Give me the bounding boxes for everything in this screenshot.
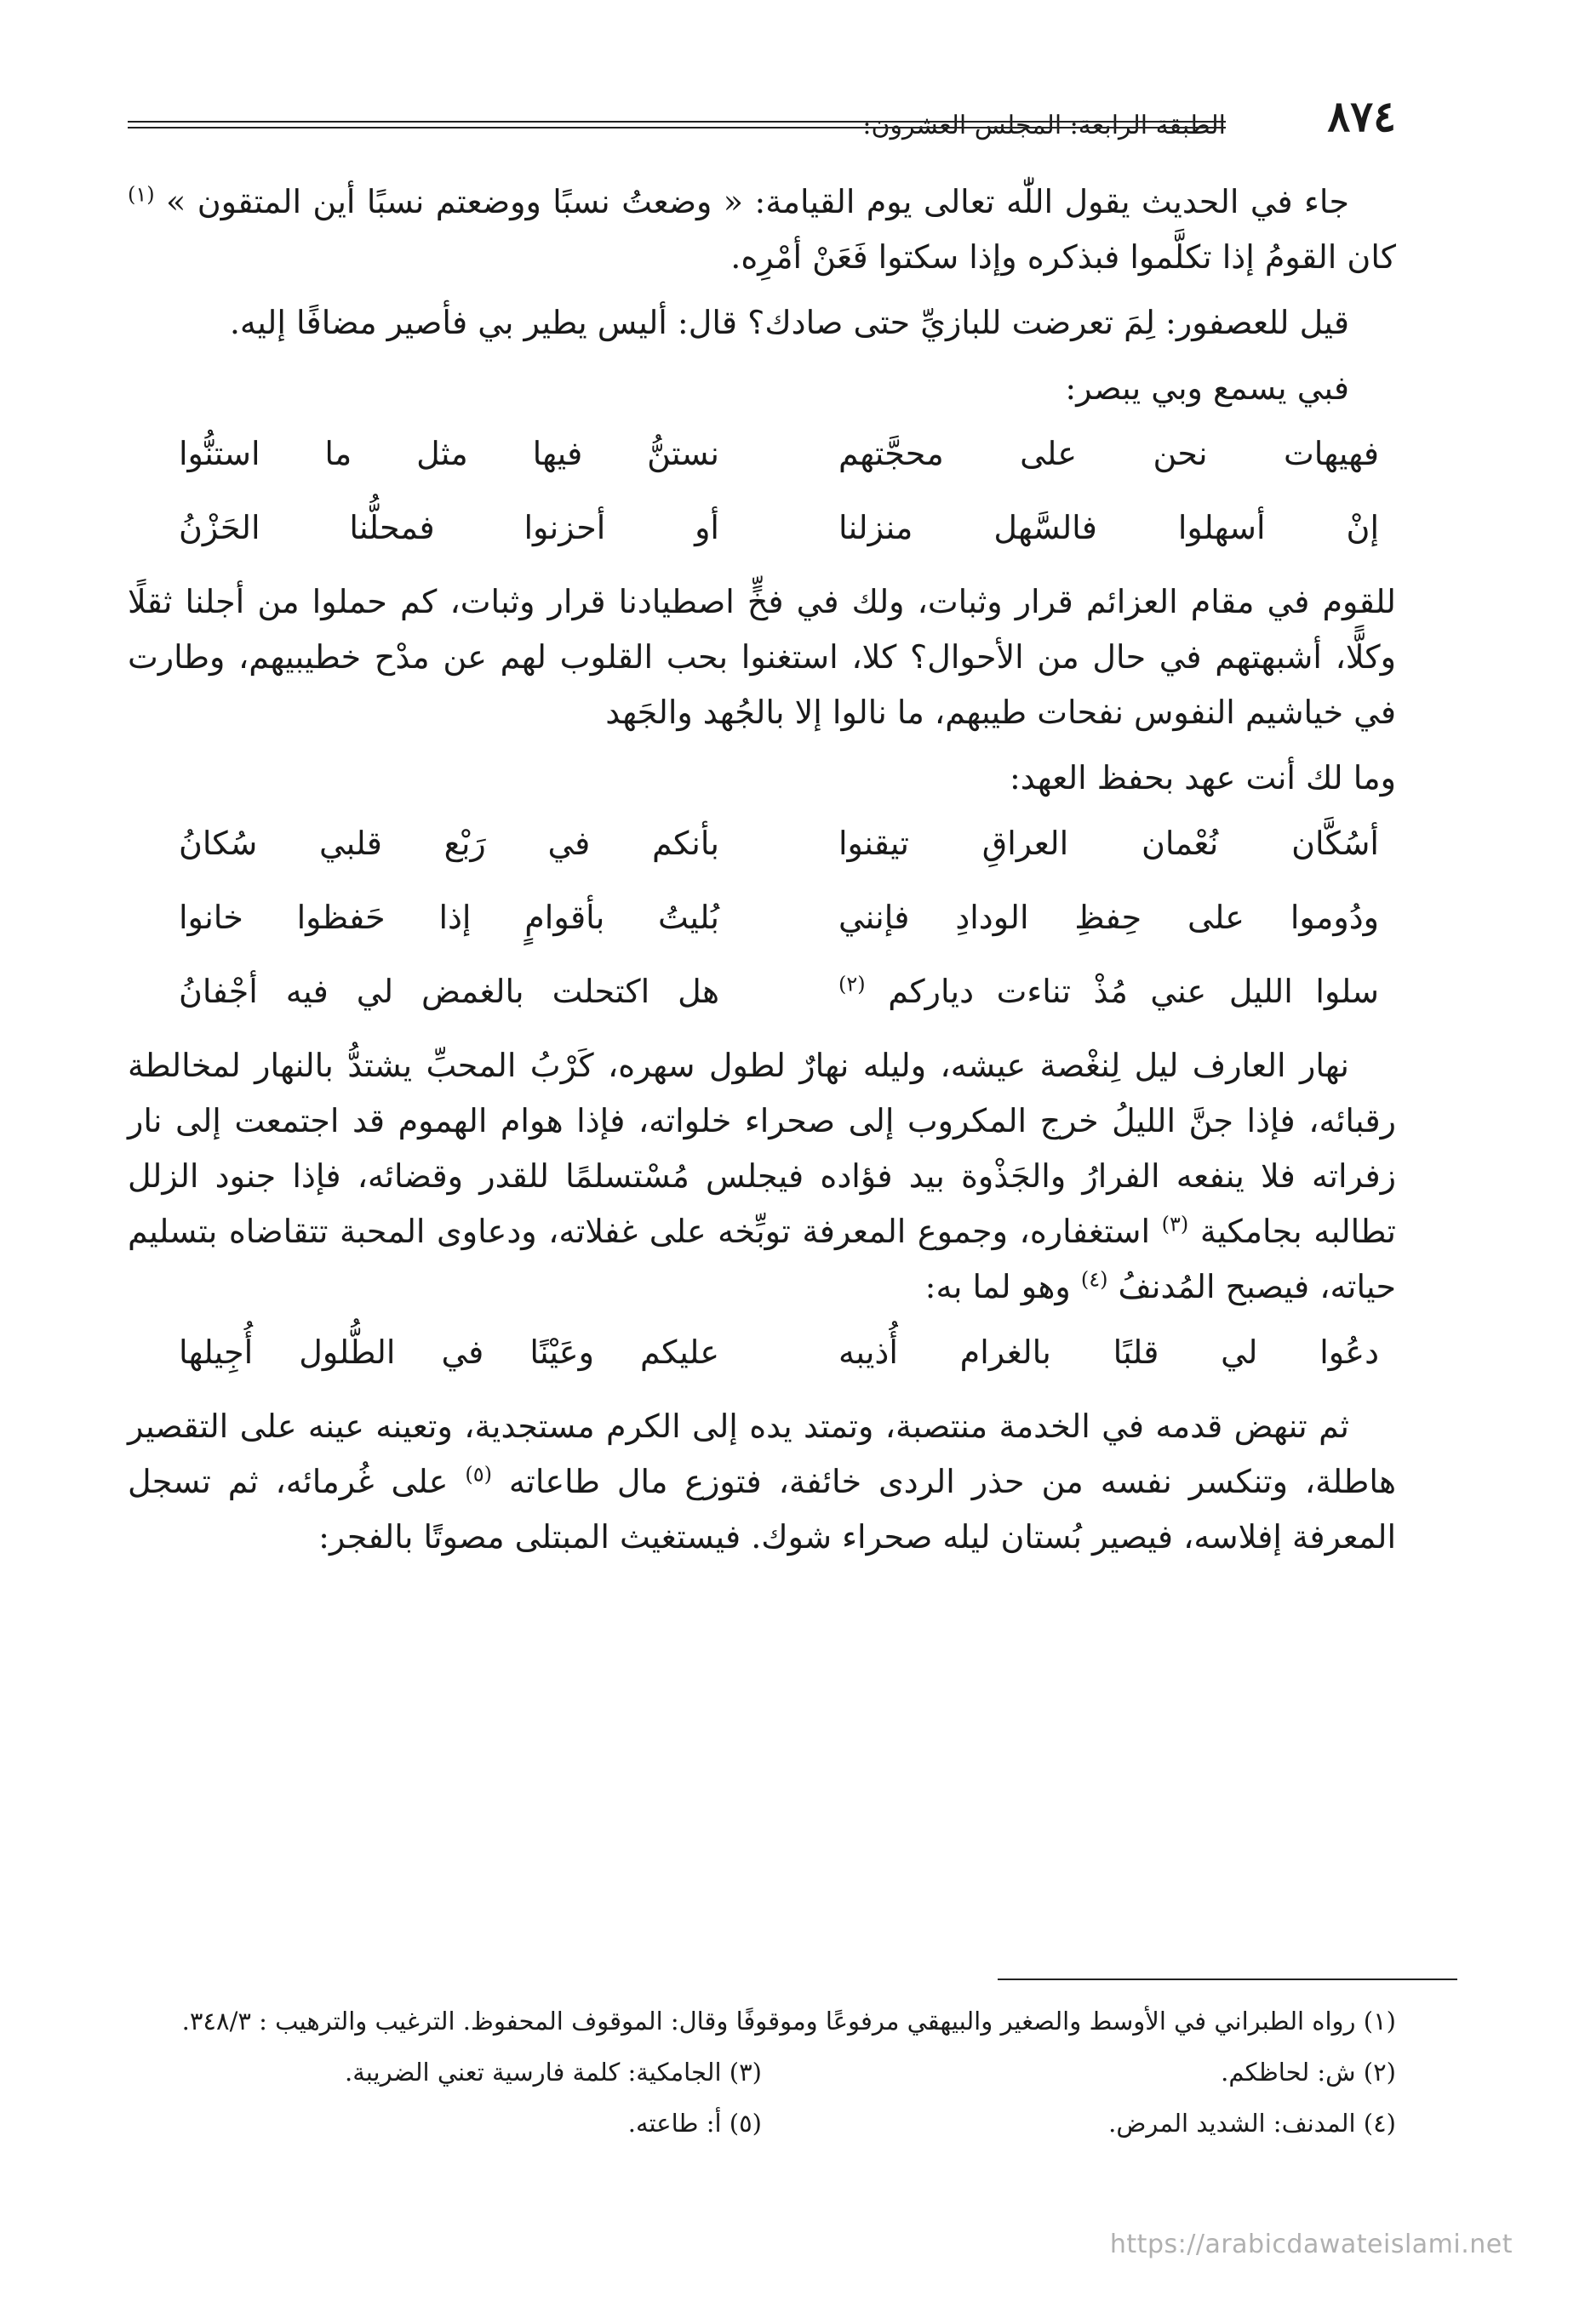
verse-4-first-hemistich: ودُوموا على حِفظِ الودادِ فإنني	[838, 899, 1379, 936]
running-title: الطبقة الرابعة: المجلس العشرون:	[862, 111, 1226, 140]
footnote-row	[128, 2047, 1396, 2098]
verse-1-second-hemistich: نستنُّ فيها مثل ما استنُّوا	[179, 435, 719, 472]
verse-3-first-hemistich: أسُكَّان نُعْمان العراقِ تيقنوا	[838, 825, 1379, 862]
footnotes	[128, 1996, 1396, 2149]
rule-line	[128, 127, 1226, 128]
verse-5-second-hemistich: هل اكتحلت بالغمض لي فيه أجْفانُ	[179, 973, 719, 1010]
verse-5-first-text: سلوا الليل عني مُذْ تناءت دياركم	[888, 973, 1379, 1010]
verse-3	[128, 816, 1396, 871]
paragraph-4: للقوم في مقام العزائم قرار وثبات، ولك في فخٍّ اصطيادنا قرار وثبات، كم حملوا من أجلنا ثقلًا وكلًّا، أشبهتهم في حال من الأحوال؟ كلا، استغنوا بحب القلوب لهم عن مدْح خطيبيهم، وطارت في خياشيم النفوس نفحات طيبهم، ما نالوا إلا بالجُهد والجَهد	[128, 583, 1396, 731]
paragraph-1-tail: كان القومُ إذا تكلَّموا فبذكره وإذا سكتوا فَعَنْ أمْرِه.	[730, 238, 1396, 276]
footnote-ref-3[interactable]: (٣)	[1161, 1212, 1189, 1236]
paragraph-6-text-a: نهار العارف ليل لِنغْصة عيشه، وليله نهارٌ لطول سهره، كَرْبُ المحبِّ يشتدُّ بالنهار لمخالطة رقبائه، فإذا جنَّ الليلُ خرج المكروب إلى صحراء خلواته، فإذا هوام الهموم قد اجتمعت إلى نار زفراته فلا ينفعه الفرارُ والجَذْوة بيد فؤاده فيجلس مُسْتسلمًا للقدر وقضائه، فإذا جنود الزلل تطالبه بجامكية	[128, 1047, 1397, 1250]
page-header	[128, 91, 1396, 163]
rule-line	[128, 121, 1226, 123]
verse-4	[128, 890, 1396, 945]
paragraph-2: قيل للعصفور: لِمَ تعرضت للبازيِّ حتى صادك؟ قال: أليس يطير بي فأصير مضافًا إليه.	[229, 304, 1349, 341]
footnote-3: (٣) الجامكية: كلمة فارسية تعني الضريبة.	[344, 2058, 762, 2087]
footnote-ref-2[interactable]: (٢)	[838, 972, 866, 996]
verse-6-first-hemistich: دعُوا لي قلبًا بالغرام أُذيبه	[838, 1333, 1379, 1371]
footnote-separator	[998, 1979, 1457, 1980]
paragraph-6-text-b: استغفاره، وجموع المعرفة توبِّخه على غفلاته، ودعاوى المحبة تتقاضاه بتسليم حياته، فيصبح المُدنفُ	[128, 1213, 1396, 1305]
verse-1-first-hemistich: فهيهات نحن على محجَّتهم	[838, 435, 1379, 472]
main-text	[128, 174, 1396, 1575]
verse-5-first-hemistich	[804, 964, 1379, 1019]
header-rule	[128, 121, 1226, 133]
verse-2-second-hemistich: أو أحزنوا فمحلُّنا الحَزْنُ	[179, 509, 719, 546]
paragraph-3: فبي يسمع وبي يبصر:	[1065, 369, 1349, 407]
footnote-ref-5[interactable]: (٥)	[465, 1462, 492, 1487]
footnote-2: (٢) ش: لحاظكم.	[1221, 2058, 1396, 2087]
paragraph-6	[128, 1038, 1396, 1315]
watermark-url: https://arabicdawateislami.net	[1109, 2230, 1513, 2259]
verse-1	[128, 426, 1396, 482]
paragraph-7-text-b: على غُرمائه، ثم تسجل المعرفة إفلاسه، فيصير بُستان ليله صحراء شوك. فيستغيث المبتلى مصوتًا بالفجر:	[128, 1463, 1396, 1556]
paragraph-5: وما لك أنت عهد بحفظ العهد:	[1010, 759, 1396, 797]
footnote-1: (١) رواه الطبراني في الأوسط والصغير والبيهقي مرفوعًا وموقوفًا وقال: الموقوف المحفوظ. الترغيب والترهيب : ٣٤٨/٣.	[181, 2007, 1396, 2036]
verse-2	[128, 500, 1396, 556]
paragraph-1	[128, 174, 1396, 285]
verse-6	[128, 1325, 1396, 1380]
footnote-4: (٤) المدنف: الشديد المرض.	[1108, 2109, 1396, 2138]
paragraph-7	[128, 1399, 1396, 1565]
footnote-row	[128, 2098, 1396, 2149]
paragraph-6-text-c: وهو لما به:	[924, 1268, 1081, 1305]
verse-3-second-hemistich: بأنكم في رَبْع قلبي سُكانُ	[179, 825, 719, 862]
page-number: ٨٧٤	[1327, 91, 1396, 141]
footnote-ref-4[interactable]: (٤)	[1080, 1267, 1108, 1292]
paragraph-7-text-a: ثم تنهض قدمه في الخدمة منتصبة، وتمتد يده إلى الكرم مستجدية، وتعينه عينه على التقصير هاطلة، وتنكسر نفسه من حذر الردى خائفة، فتوزع مال طاعاته	[128, 1408, 1396, 1500]
footnote-row	[128, 1996, 1396, 2047]
paragraph-1-text: جاء في الحديث يقول اللّٰه تعالى يوم القيامة: « وضعتُ نسبًا ووضعتم نسبًا أين المتقون »	[166, 183, 1349, 220]
verse-6-second-hemistich: عليكم وعَيْنًا في الطُّلول أُجِيلها	[179, 1333, 719, 1371]
footnote-ref-1[interactable]: (١)	[128, 182, 155, 207]
footnote-5: (٥) أ: طاعته.	[627, 2109, 762, 2138]
verse-2-first-hemistich: إنْ أسهلوا فالسَّهل منزلنا	[838, 509, 1379, 546]
verse-5	[128, 964, 1396, 1019]
verse-4-second-hemistich: بُليتُ بأقوامٍ إذا حَفظوا خانوا	[179, 899, 719, 936]
